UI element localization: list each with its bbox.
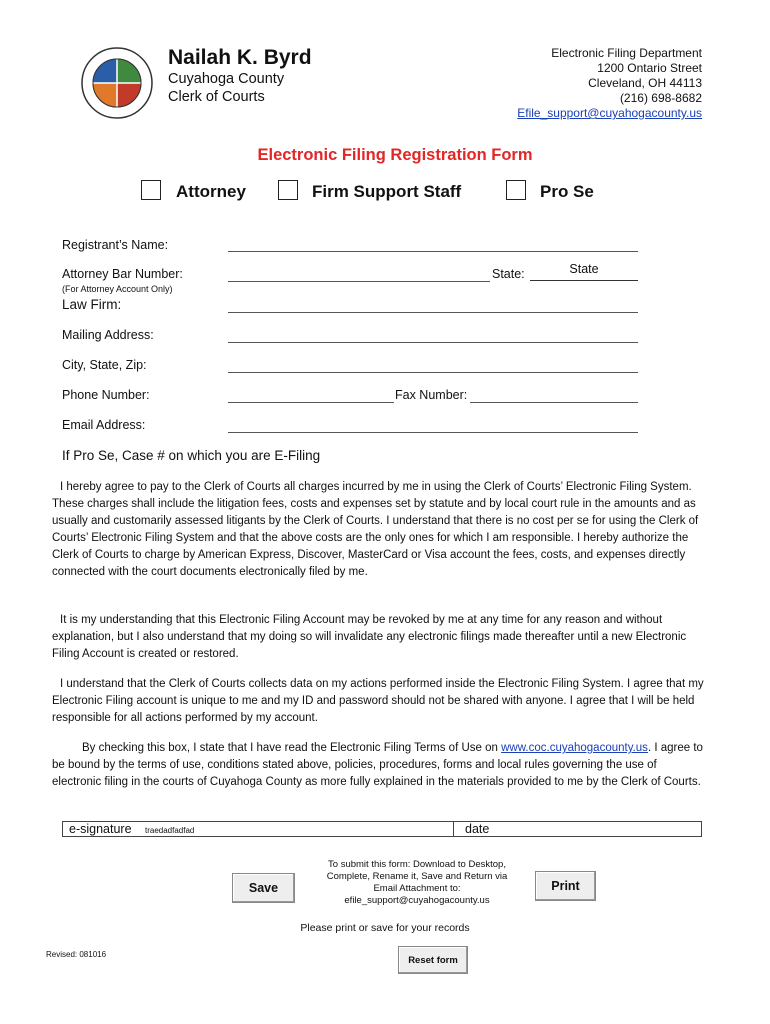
- submit-instructions-line: To submit this form: Download to Desktop,: [328, 859, 506, 870]
- registrant-name-label: Registrant’s Name:: [62, 238, 169, 252]
- firm-support-staff-label: Firm Support Staff: [312, 182, 462, 201]
- department-phone: (216) 698-8682: [619, 91, 702, 105]
- state-label: State:: [492, 267, 525, 281]
- attorney-checkbox[interactable]: [141, 180, 161, 200]
- county-seal-logo: [80, 46, 154, 120]
- terms-of-use-link[interactable]: www.coc.cuyahogacounty.us: [501, 742, 648, 754]
- terms-text-post: . I agree to be bound by the terms of use, conditions stated above, policies, procedures, forms and local rules governing the use of electronic filing in the courts of Cuyahoga County as more fully explained in the materials provided to me by the Clerk of Courts.: [52, 742, 703, 788]
- save-button[interactable]: Save: [232, 873, 295, 903]
- submit-instructions-line: Email Attachment to:: [373, 883, 461, 894]
- bar-number-label: Attorney Bar Number:: [62, 267, 183, 281]
- bar-number-note: (For Attorney Account Only): [62, 284, 173, 294]
- firm-support-staff-checkbox[interactable]: [278, 180, 298, 200]
- state-field[interactable]: State: [530, 262, 638, 281]
- date-label: date: [465, 822, 490, 836]
- attorney-label: Attorney: [176, 182, 246, 201]
- pro-se-label: Pro Se: [540, 182, 594, 201]
- department-email-link[interactable]: Efile_support@cuyahogacounty.us: [517, 106, 702, 120]
- law-firm-field[interactable]: [228, 311, 638, 313]
- submit-email: efile_support@cuyahogacounty.us: [344, 895, 490, 906]
- city-state-zip-field[interactable]: [228, 371, 638, 373]
- agreement-paragraph-terms: [52, 740, 708, 791]
- agreement-paragraph-revocation: It is my understanding that this Electronic Filing Account may be revoked by me at any time for any reason and without explanation, but I also understand that my doing so will invalidate any electronic filings made thereafter until a new Electronic Filing Account is created or restored.: [52, 614, 687, 660]
- phone-number-field[interactable]: [228, 401, 394, 403]
- revised-date: Revised: 081016: [46, 950, 107, 959]
- submit-instructions-line: Complete, Rename it, Save and Return via: [326, 871, 508, 882]
- department-name: Electronic Filing Department: [551, 46, 702, 60]
- mailing-address-label: Mailing Address:: [62, 328, 154, 342]
- agreement-paragraph-data: I understand that the Clerk of Courts collects data on my actions performed inside the Electronic Filing System. I agree that my Electronic Filing account is unique to me and my ID and password should not be shared with anyone. I agree that I will be held responsible for all actions performed by my account.: [52, 678, 704, 724]
- fax-number-field[interactable]: [470, 401, 638, 403]
- submit-instructions: [302, 859, 532, 907]
- email-address-label: Email Address:: [62, 418, 146, 432]
- phone-number-label: Phone Number:: [62, 388, 150, 402]
- terms-text-pre: By checking this box, I state that I have read the Electronic Filing Terms of Use on: [82, 742, 498, 754]
- pro-se-case-label: If Pro Se, Case # on which you are E-Filing: [62, 448, 321, 463]
- reset-form-button[interactable]: Reset form: [398, 946, 468, 974]
- law-firm-label: Law Firm:: [62, 297, 122, 312]
- signature-divider: [453, 821, 454, 837]
- e-signature-field[interactable]: traedadfadfad: [145, 826, 195, 835]
- fax-number-label: Fax Number:: [395, 388, 468, 402]
- email-address-field[interactable]: [228, 431, 638, 433]
- e-signature-label: e-signature: [69, 822, 132, 836]
- records-note: Please print or save for your records: [300, 922, 470, 934]
- agreement-paragraph-charges: I hereby agree to pay to the Clerk of Courts all charges incurred by me in using the Clerk of Courts’ Electronic Filing System. These charges shall include the litigation fees, costs and expenses set by statute and by local court rule in the amounts and as usually and customarily assessed litigants by the Clerk of Courts. I understand that there is no cost per se for using the Clerk of Courts’ Electronic Filing System and that the above costs are the only ones for which I am responsible. I hereby authorize the Clerk of Courts to charge by American Express, Discover, MasterCard or Visa account the fees, costs, and expenses directly connected with the court documents electronically filed by me.: [52, 481, 699, 578]
- city-state-zip-label: City, State, Zip:: [62, 358, 147, 372]
- registrant-name-field[interactable]: [228, 250, 638, 252]
- pro-se-checkbox[interactable]: [506, 180, 526, 200]
- department-city: Cleveland, OH 44113: [588, 76, 702, 90]
- print-button[interactable]: Print: [535, 871, 596, 901]
- office-name: Clerk of Courts: [168, 89, 265, 105]
- form-title: Electronic Filing Registration Form: [257, 146, 533, 164]
- bar-number-field[interactable]: [228, 280, 490, 282]
- county-name: Cuyahoga County: [168, 71, 285, 87]
- date-field[interactable]: [495, 822, 695, 836]
- mailing-address-field[interactable]: [228, 341, 638, 343]
- clerk-name: Nailah K. Byrd: [168, 46, 312, 69]
- department-street: 1200 Ontario Street: [597, 61, 702, 75]
